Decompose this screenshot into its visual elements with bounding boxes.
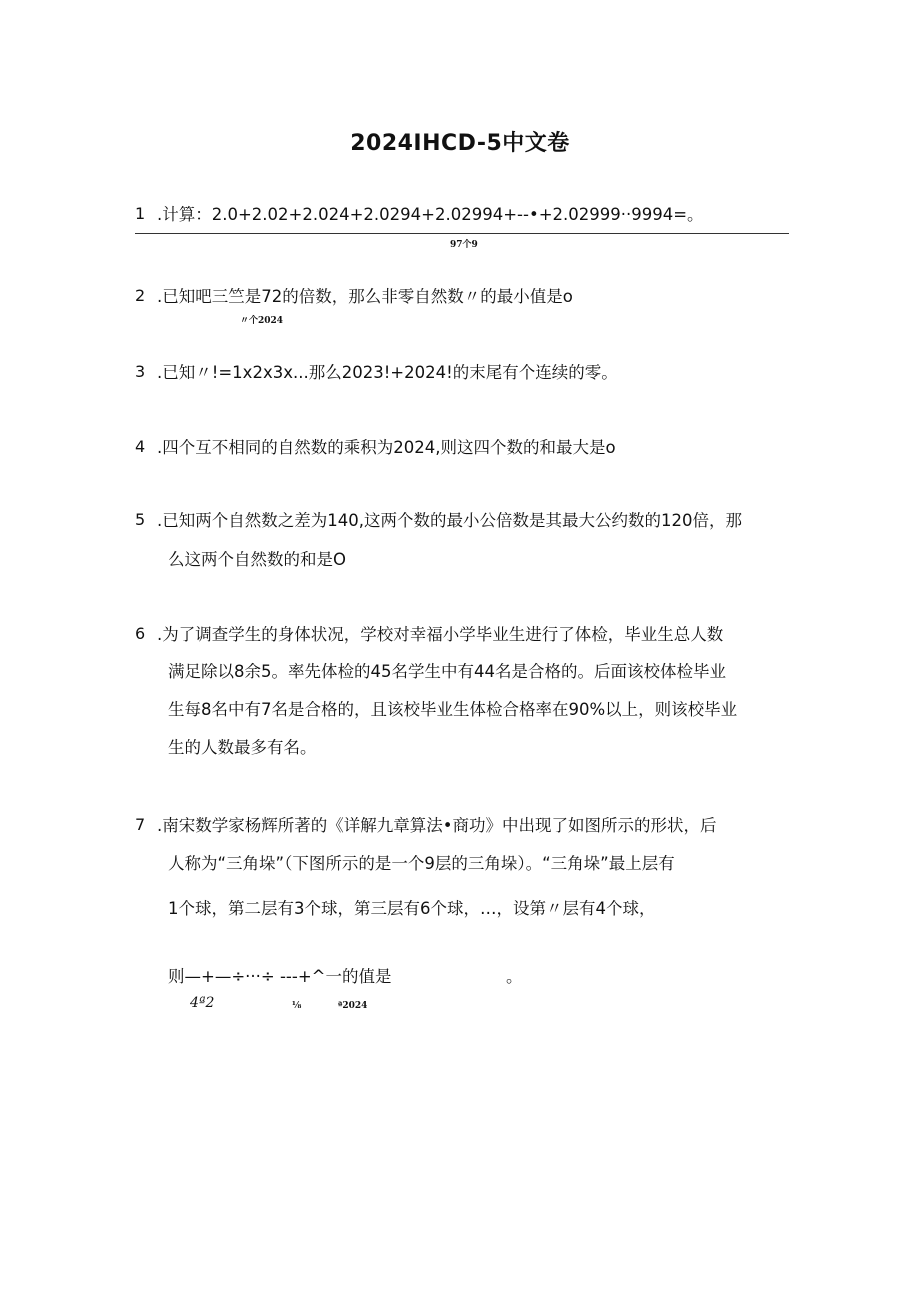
question-7-period: 。 xyxy=(506,967,523,986)
question-1-number: 1 xyxy=(135,204,146,223)
question-5-number: 5 xyxy=(135,510,146,529)
question-7-subscript-1: 4ª2 xyxy=(190,995,215,1011)
question-6-line-3: 生每8名中有7名是合格的，且该校毕业生体检合格率在90%以上，则该校毕业 xyxy=(168,700,738,719)
question-5-line-1: .已知两个自然数之差为140,这两个数的最小公倍数是其最大公约数的120倍，那 xyxy=(157,511,742,530)
question-6-line-1: .为了调查学生的身体状况，学校对幸福小学毕业生进行了体检，毕业生总人数 xyxy=(157,625,724,644)
question-2-number: 2 xyxy=(135,286,146,305)
question-7-line-3: 1个球，第二层有3个球，第三层有6个球，…，设第〃层有4个球， xyxy=(168,899,656,918)
question-3-number: 3 xyxy=(135,362,146,381)
question-6-number: 6 xyxy=(135,624,146,643)
question-7-line-2: 人称为“三角垛”（下图所示的是一个9层的三角垛）。“三角垛”最上层有 xyxy=(168,854,675,873)
question-7-number: 7 xyxy=(135,815,146,834)
question-7-subscript-3: ª2024 xyxy=(338,1001,368,1011)
question-1-text: .计算：2.0+2.02+2.024+2.0294+2.02994+--•+2.02999··9994=。 xyxy=(157,205,704,224)
question-4-number: 4 xyxy=(135,437,146,456)
question-6-line-2: 满足除以8余5。率先体检的45名学生中有44名是合格的。后面该校体检毕业 xyxy=(168,662,726,681)
question-7-line-4: 则—+—÷···÷ ---+^一的值是 xyxy=(168,967,392,986)
page-title: 2024IHCD-5中文卷 xyxy=(350,131,570,156)
question-1-rule xyxy=(135,233,789,234)
question-2-text: .已知吧三竺是72的倍数，那么非零自然数〃的最小值是o xyxy=(157,287,573,306)
question-4-text: .四个互不相同的自然数的乘积为2024,则这四个数的和最大是o xyxy=(157,438,616,457)
question-2-note: 〃个2024 xyxy=(240,316,284,326)
question-1-note: 97个9 xyxy=(450,240,478,250)
question-6-line-4: 生的人数最多有名。 xyxy=(168,738,317,757)
question-7-subscript-2: ⅛ xyxy=(292,1001,302,1011)
question-7-line-1: .南宋数学家杨辉所著的《详解九章算法•商功》中出现了如图所示的形状，后 xyxy=(157,816,717,835)
question-5-line-2: 么这两个自然数的和是O xyxy=(168,550,346,569)
question-3-text: .已知〃!=1x2x3x...那么2023!+2024!的末尾有个连续的零。 xyxy=(157,363,618,382)
